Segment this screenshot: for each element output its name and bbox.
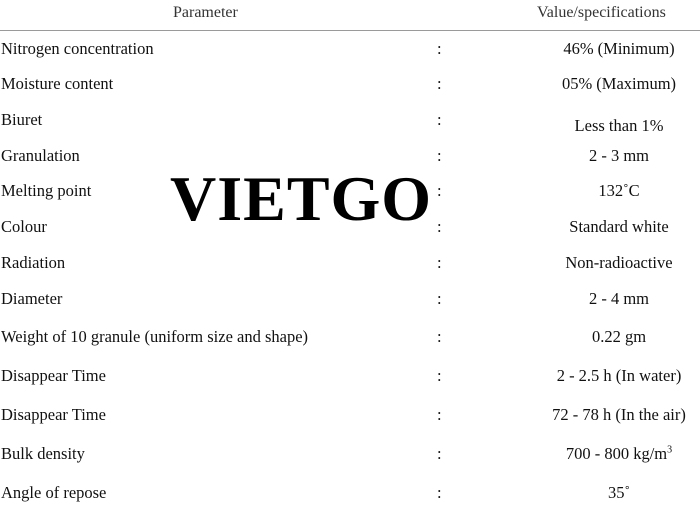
row-value: Non-radioactive — [565, 253, 673, 272]
row-parameter: Biuret — [1, 110, 43, 129]
row-separator: : — [437, 444, 442, 463]
row-value: 0.22 gm — [591, 327, 647, 346]
row-value — [505, 444, 700, 464]
row-parameter: Bulk density — [1, 444, 85, 463]
row-separator: : — [437, 405, 442, 424]
row-parameter: Angle of repose — [1, 483, 107, 502]
table-row — [0, 39, 700, 69]
row-value: Less than 1% — [574, 116, 664, 135]
table-row — [0, 405, 700, 435]
row-separator: : — [437, 327, 442, 346]
row-value-text: 700 - 800 kg/m — [565, 444, 668, 463]
row-separator: : — [437, 146, 442, 165]
row-parameter: Weight of 10 granule (uniform size and shape) — [1, 327, 309, 346]
row-value: 05% (Maximum) — [561, 74, 677, 93]
row-separator: : — [437, 289, 442, 308]
row-separator: : — [437, 366, 442, 385]
row-parameter: Radiation — [1, 253, 66, 272]
table-row — [0, 327, 700, 357]
row-separator: : — [437, 110, 442, 129]
row-separator: : — [437, 181, 442, 200]
row-parameter: Disappear Time — [1, 405, 106, 424]
row-value: 72 - 78 h (In the air) — [552, 405, 686, 424]
row-separator: : — [437, 217, 442, 236]
table-row — [0, 366, 700, 396]
row-separator: : — [437, 483, 442, 502]
row-parameter: Granulation — [1, 146, 80, 165]
row-parameter: Colour — [1, 217, 47, 236]
row-parameter: Disappear Time — [1, 366, 106, 385]
watermark-logo: VIETGO — [170, 163, 433, 234]
table-header — [0, 0, 700, 31]
table-row — [0, 289, 700, 319]
row-value: 46% (Minimum) — [563, 39, 675, 58]
table-row — [0, 110, 700, 140]
row-separator: : — [437, 74, 442, 93]
row-value: 132˚C — [598, 181, 640, 200]
header-value: Value/specifications — [537, 4, 666, 21]
row-parameter: Melting point — [1, 181, 92, 200]
row-value: 2 - 2.5 h (In water) — [556, 366, 682, 385]
row-value: 2 - 4 mm — [588, 289, 650, 308]
table-row — [0, 253, 700, 283]
row-parameter: Diameter — [1, 289, 63, 308]
row-separator: : — [437, 253, 442, 272]
row-value: Standard white — [569, 217, 669, 236]
superscript-exponent: 3 — [667, 444, 673, 456]
row-separator: : — [437, 39, 442, 58]
row-parameter: Moisture content — [1, 74, 114, 93]
table-row — [0, 483, 700, 513]
table-row — [0, 74, 700, 104]
table-row — [0, 444, 700, 474]
row-value: 35˚ — [608, 483, 630, 502]
row-value: 2 - 3 mm — [588, 146, 650, 165]
row-parameter: Nitrogen concentration — [1, 39, 154, 58]
header-parameter: Parameter — [173, 4, 238, 21]
